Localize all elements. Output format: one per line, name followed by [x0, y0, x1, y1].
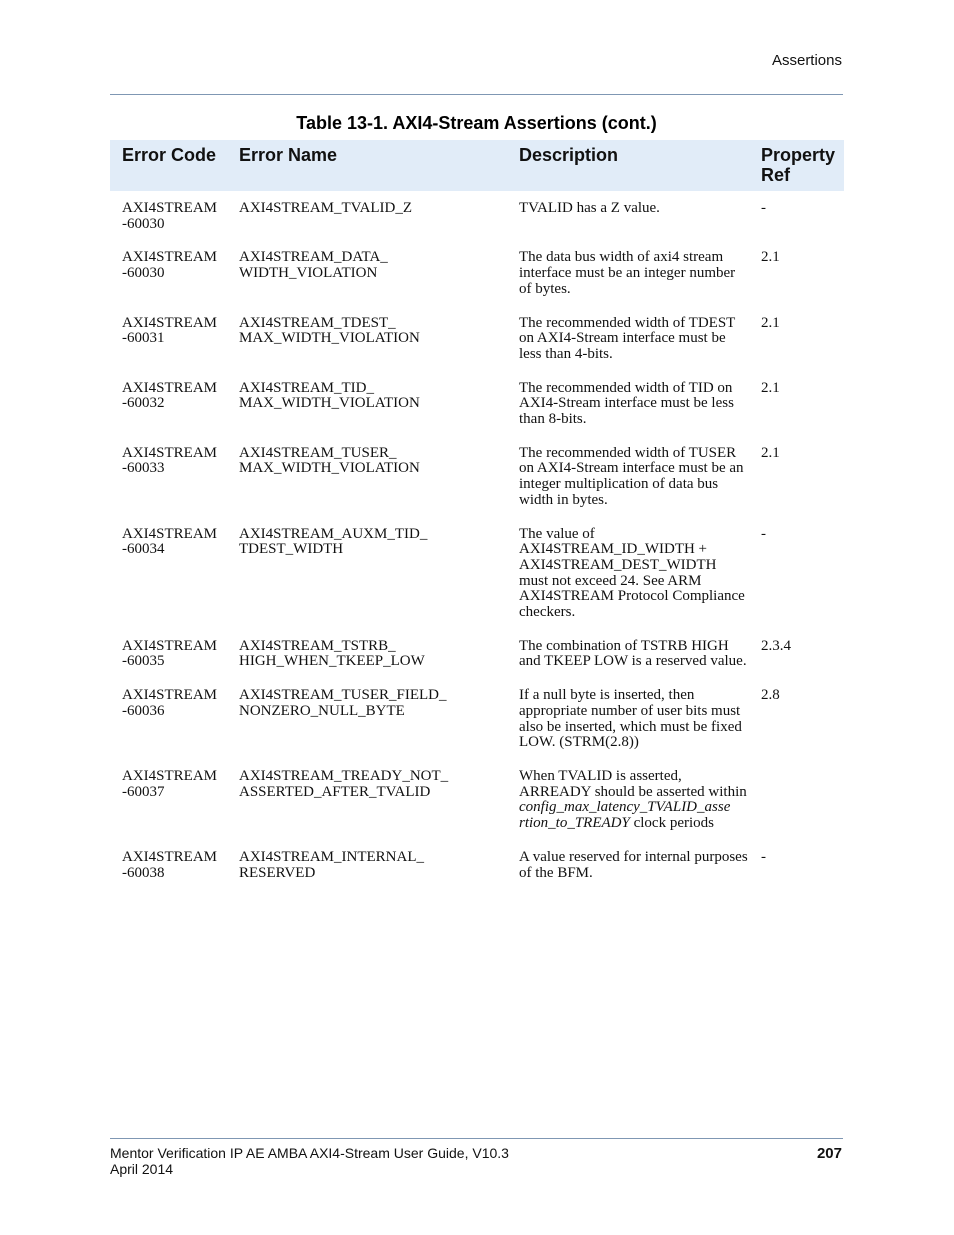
cell-error-name: AXI4STREAM_TUSER_ MAX_WIDTH_VIOLATION: [239, 444, 420, 477]
cell-description: The recommended width of TID on AXI4-Stream interface must be less than 8-bits.: [519, 379, 734, 428]
table-row: [110, 428, 844, 509]
table-row: [110, 670, 844, 751]
cell-error-code: AXI4STREAM -60030: [122, 200, 218, 232]
cell-description: [507, 751, 749, 832]
footer-left: [110, 1145, 509, 1177]
cell-error-code: AXI4STREAM -60032: [122, 379, 218, 412]
cell-description: The combination of TSTRB HIGH and TKEEP LOW is a reserved value.: [519, 637, 747, 670]
cell-property-ref: 2.8: [761, 687, 780, 704]
cell-error-code: AXI4STREAM -60034: [122, 525, 218, 558]
table-row: [110, 751, 844, 832]
cell-error-code: AXI4STREAM -60036: [122, 687, 218, 719]
table-row: [110, 298, 844, 363]
cell-error-name: AXI4STREAM_DATA_ WIDTH_VIOLATION: [239, 249, 388, 282]
cell-property-ref: [749, 751, 844, 832]
cell-error-code: AXI4STREAM -60035: [122, 637, 218, 670]
table-row: [110, 191, 844, 232]
cell-description: The recommended width of TUSER on AXI4-Stream interface must be an integer multiplication of data bus width in bytes.: [519, 444, 744, 508]
table-row: [110, 509, 844, 621]
assertions-table: [110, 140, 844, 881]
cell-description: TVALID has a Z value.: [519, 200, 660, 216]
cell-description: The data bus width of axi4 stream interface must be an integer number of bytes.: [519, 249, 736, 297]
page-number: 207: [816, 1145, 842, 1162]
cell-error-name: AXI4STREAM_TREADY_NOT_ ASSERTED_AFTER_TVALID: [239, 767, 449, 800]
description-text-end: clock periods: [629, 815, 714, 832]
cell-error-name: AXI4STREAM_INTERNAL_ RESERVED: [239, 848, 424, 881]
cell-error-code: AXI4STREAM -60033: [122, 444, 218, 477]
table-title: Table 13-1. AXI4-Stream Assertions (cont.): [296, 113, 657, 133]
cell-description: The recommended width of TDEST on AXI4-Stream interface must be less than 4-bits.: [519, 314, 736, 362]
table-row: [110, 621, 844, 670]
cell-error-code: AXI4STREAM -60037: [122, 767, 218, 800]
cell-error-code: AXI4STREAM -60038: [122, 848, 218, 881]
cell-property-ref: -: [761, 200, 766, 216]
cell-property-ref: -: [761, 525, 766, 542]
cell-property-ref: 2.1: [761, 249, 780, 266]
cell-property-ref: 2.1: [761, 379, 780, 396]
cell-error-name: AXI4STREAM_TDEST_ MAX_WIDTH_VIOLATION: [239, 314, 420, 347]
description-param: config_max_latency_TVALID_asse rtion_to_TREADY: [519, 799, 731, 832]
table-row: [110, 832, 844, 881]
header-rule: [110, 94, 843, 95]
cell-description: The value of AXI4STREAM_ID_WIDTH + AXI4STREAM_DEST_WIDTH must not exceed 24. See ARM AXI4STREAM Protocol Compliance checkers.: [519, 525, 745, 621]
cell-error-code: AXI4STREAM -60030: [122, 249, 218, 282]
cell-error-name: AXI4STREAM_AUXM_TID_ TDEST_WIDTH: [239, 525, 428, 558]
cell-description: If a null byte is inserted, then appropriate number of user bits must also be inserted, which must be fixed LOW. (STRM(2.8)): [519, 687, 742, 751]
cell-property-ref: 2.1: [761, 314, 780, 331]
table-row: [110, 363, 844, 428]
footer-date: April 2014: [110, 1161, 174, 1177]
cell-error-name: AXI4STREAM_TUSER_FIELD_ NONZERO_NULL_BYTE: [239, 687, 447, 719]
cell-error-name: AXI4STREAM_TID_ MAX_WIDTH_VIOLATION: [239, 379, 420, 412]
cell-property-ref: -: [761, 848, 766, 865]
table-header-row: [110, 140, 844, 191]
footer-doc-title: Mentor Verification IP AE AMBA AXI4-Stream User Guide, V10.3: [110, 1145, 509, 1161]
cell-error-name: AXI4STREAM_TVALID_Z: [239, 200, 413, 216]
table-row: [110, 232, 844, 297]
cell-error-code: AXI4STREAM -60031: [122, 314, 218, 347]
column-header-property-ref: Property Ref: [749, 140, 844, 191]
footer-rule: [110, 1138, 843, 1139]
running-header-section: Assertions: [771, 52, 842, 69]
description-text: When TVALID is asserted, ARREADY should be asserted within: [519, 767, 747, 800]
column-header-error-name: Error Name: [227, 140, 507, 191]
cell-property-ref: 2.3.4: [761, 637, 791, 654]
cell-error-name: AXI4STREAM_TSTRB_ HIGH_WHEN_TKEEP_LOW: [239, 637, 425, 670]
column-header-description: Description: [507, 140, 749, 191]
cell-description: A value reserved for internal purposes of the BFM.: [519, 848, 748, 881]
column-header-error-code: Error Code: [110, 140, 227, 191]
cell-property-ref: 2.1: [761, 444, 780, 461]
